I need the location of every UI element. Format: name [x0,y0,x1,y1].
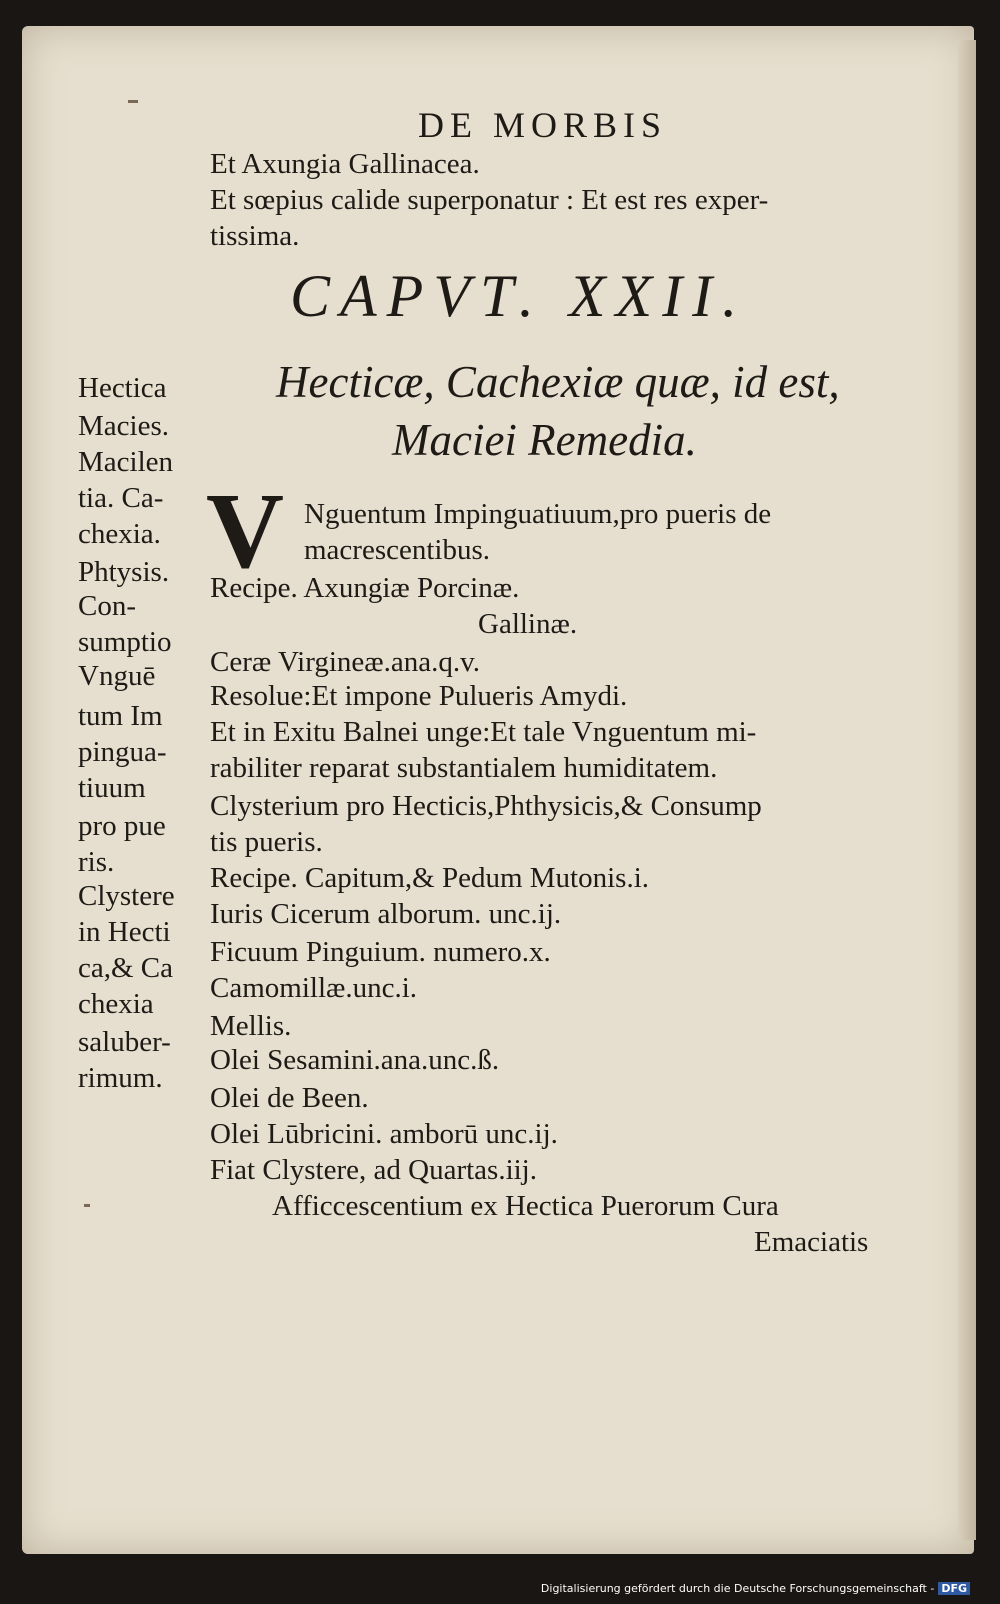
dfg-logo: DFG [938,1582,970,1595]
margin-note: ca,& Ca [78,952,174,984]
text-line: Recipe. Capitum,& Pedum Mutonis.i. [210,862,650,894]
text-line: tissima. [210,220,300,252]
text-line: Ceræ Virgineæ.ana.q.v. [210,646,480,678]
margin-note: tum Im [78,700,163,732]
margin-note: chexia [78,988,154,1020]
margin-note: in Hecti [78,916,171,948]
margin-note: saluber- [78,1026,171,1058]
chapter-title: Hecticæ, Cachexiæ quæ, id est, [276,357,840,407]
text-line: Et sœpius calide superponatur : Et est res exper- [210,184,769,216]
margin-note: rimum. [78,1062,163,1094]
margin-note: tiuum [78,772,146,804]
text-line: Fiat Clystere, ad Quartas.iij. [210,1154,537,1186]
text-line: Et Axungia Gallinacea. [210,148,480,180]
text-line: rabiliter reparat substantialem humiditatem. [210,752,718,784]
text-line: Olei Lūbricini. amborū unc.ij. [210,1118,558,1150]
margin-note: Phtysis. [78,556,170,588]
margin-note: ris. [78,846,115,878]
ink-speck [128,100,138,103]
margin-note: Macies. [78,410,169,442]
ink-speck [84,1204,90,1207]
drop-cap: V [206,472,284,591]
text-line: Recipe. Axungiæ Porcinæ. [210,572,520,604]
margin-note: Con- [78,590,136,622]
text-line: Et in Exitu Balnei unge:Et tale Vnguentum mi- [210,716,757,748]
text-line: macrescentibus. [304,534,491,566]
text-line: Mellis. [210,1010,292,1042]
page-edge [958,40,976,1540]
chapter-title: Maciei Remedia. [392,415,697,465]
chapter-heading: CAPVT. XXII. [290,263,748,329]
text-line: Emaciatis [754,1226,869,1258]
text-line: Iuris Cicerum alborum. unc.ij. [210,898,562,930]
margin-note: Vnguē [78,660,156,692]
margin-note: tia. Ca- [78,482,164,514]
running-head: DE MORBIS [418,105,668,145]
margin-note: sumptio [78,626,172,658]
text-line: Olei de Been. [210,1082,369,1114]
margin-note: chexia. [78,518,161,550]
text-line: Olei Sesamini.ana.unc.ß. [210,1044,500,1076]
text-line: Afficcescentium ex Hectica Puerorum Cura [272,1190,779,1222]
text-line: Clysterium pro Hecticis,Phthysicis,& Consump [210,790,762,822]
margin-note: pingua- [78,736,167,768]
text-line: Nguentum Impinguatiuum,pro pueris de [304,498,772,530]
text-line: Camomillæ.unc.i. [210,972,418,1004]
digitization-footer [541,1582,970,1595]
text-line: tis pueris. [210,826,323,858]
footer-text: Digitalisierung gefördert durch die Deutsche Forschungsgemeinschaft - [540,1582,935,1595]
text-line: Resolue:Et impone Pulueris Amydi. [210,680,628,712]
margin-note: Hectica [78,372,167,404]
text-line: Ficuum Pinguium. numero.x. [210,936,551,968]
text-line: Gallinæ. [478,608,578,640]
margin-note: Macilen [78,446,174,478]
margin-note: Clystere [78,880,175,912]
margin-note: pro pue [78,810,166,842]
